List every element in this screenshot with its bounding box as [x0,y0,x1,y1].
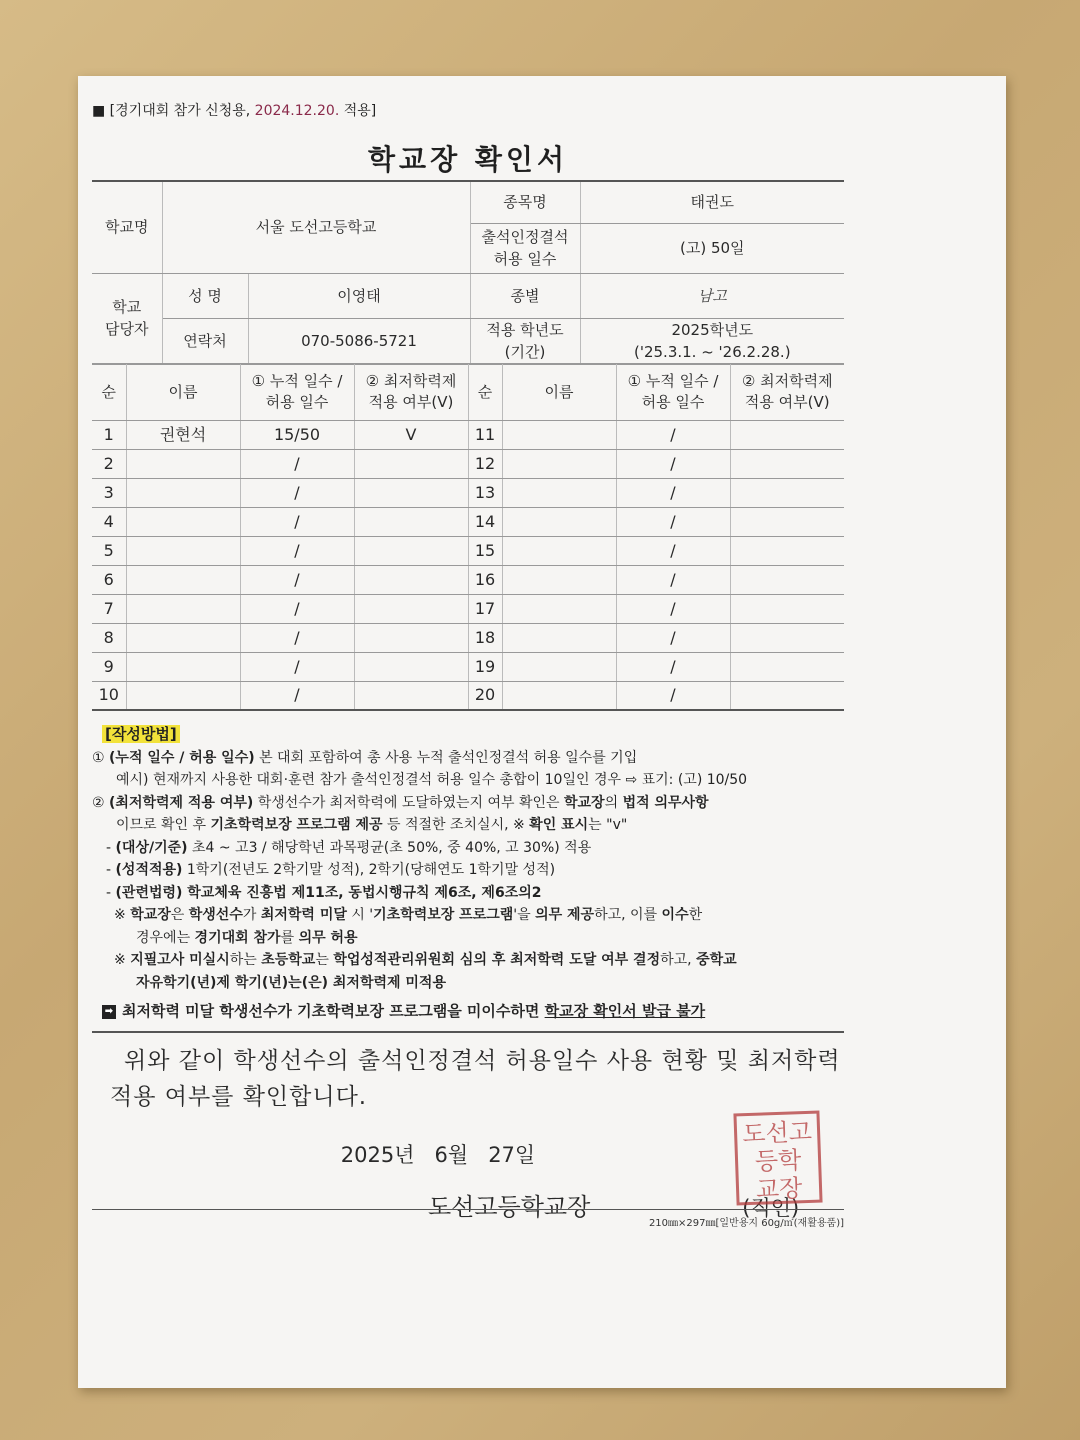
row-name [126,681,240,710]
instr-line-3: ② (최저학력제 적용 여부) 학생선수가 최저학력에 도달하였는지 여부 확인은 학교장의 법적 의무사항 [92,794,709,811]
row-check [354,594,468,623]
table-row [92,565,844,594]
row-name-right [502,536,616,565]
row-name-right [502,623,616,652]
row-check-right [730,449,844,478]
row-name-right [502,681,616,710]
table-row [92,420,844,449]
table-row [92,594,844,623]
table-row [92,681,844,710]
type-label: 종별 [470,273,580,318]
top-note: ■ [경기대회 참가 신청용, 2024.12.20. 적용] [92,103,377,119]
row-days: / [240,652,354,681]
footer-rule [92,1209,844,1210]
instr-line-7: - (관련법령) 학교체육 진흥법 제11조, 동법시행규칙 제6조, 제6조의2 [106,884,542,901]
row-name [126,449,240,478]
row-no: 6 [92,565,126,594]
seal-label: (직인) [742,1195,800,1220]
divider [92,1031,844,1033]
row-check-right [730,623,844,652]
event-label: 종목명 [470,181,580,223]
row-no-right: 13 [468,478,502,507]
row-name-right [502,449,616,478]
row-check [354,681,468,710]
row-days: / [240,623,354,652]
header-name: 이름 [126,364,240,420]
document-content [92,100,844,1222]
row-check [354,565,468,594]
row-days-right: / [616,652,730,681]
table-row [92,536,844,565]
row-no-right: 16 [468,565,502,594]
row-days: / [240,681,354,710]
row-name [126,652,240,681]
header-name-right: 이름 [502,364,616,420]
row-no-right: 11 [468,420,502,449]
row-no-right: 19 [468,652,502,681]
row-check [354,536,468,565]
row-days: 15/50 [240,420,354,449]
header-check-right: ② 최저학력제 적용 여부(V) [730,364,844,420]
year-value: 2025학년도 ('25.3.1. ~ '26.2.28.) [580,318,844,363]
row-no-right: 17 [468,594,502,623]
instr-line-5: - (대상/기준) 초4 ~ 고3 / 해당학년 과목평균(초 50%, 중 40%, 고 30%) 적용 [106,839,592,856]
row-check [354,623,468,652]
row-name [126,478,240,507]
footer-spec: 210㎜×297㎜[일반용지 60g/㎡(재활용품)] [648,1218,844,1229]
header-no: 순 [92,364,126,420]
row-check: V [354,420,468,449]
row-name-right [502,507,616,536]
header-days-right: ① 누적 일수 / 허용 일수 [616,364,730,420]
row-days-right: / [616,681,730,710]
row-days-right: / [616,623,730,652]
row-check-right [730,594,844,623]
table-row [92,449,844,478]
row-check-right [730,652,844,681]
row-name [126,623,240,652]
year-label: 적용 학년도 (기간) [470,318,580,363]
row-no: 4 [92,507,126,536]
row-no-right: 18 [468,623,502,652]
row-days: / [240,507,354,536]
row-no: 8 [92,623,126,652]
instructions [92,723,844,1023]
row-name [126,594,240,623]
instr-line-10: ※ 지필고사 미실시하는 초등학교는 학업성적관리위원회 심의 후 최저학력 도달 여부 결정하고, 중학교 [114,952,737,968]
row-no: 10 [92,681,126,710]
row-no-right: 12 [468,449,502,478]
arrow-right-icon: ➡ [102,1005,116,1019]
row-days: / [240,449,354,478]
header-check: ② 최저학력제 적용 여부(V) [354,364,468,420]
allowed-days-label: 출석인정결석 허용 일수 [470,223,580,273]
issue-date: 2025년 6월 27일 [340,1142,536,1167]
row-no: 2 [92,449,126,478]
instr-line-8: ※ 학교장은 학생선수가 최저학력 미달 시 '기초학력보장 프로그램'을 의무 제공하고, 이를 이수한 [114,907,703,923]
row-days-right: / [616,536,730,565]
confirm-statement: 위와 같이 학생선수의 출석인정결석 허용일수 사용 현황 및 최저학력 적용 여부를 확인합니다. [110,1047,841,1110]
row-days-right: / [616,594,730,623]
row-no-right: 14 [468,507,502,536]
row-name-right [502,652,616,681]
student-list-table [92,364,844,712]
row-check [354,507,468,536]
phone-value: 070-5086-5721 [248,318,470,363]
info-table [92,180,844,364]
row-no: 5 [92,536,126,565]
row-name [126,565,240,594]
row-no-right: 20 [468,681,502,710]
instr-line-1: ① (누적 일수 / 허용 일수) 본 대회 포함하여 총 사용 누적 출석인정결석 허용 일수를 기입 [92,749,638,766]
row-days: / [240,536,354,565]
document-title: 학교장 확인서 [367,143,569,176]
row-days-right: / [616,449,730,478]
table-row [92,652,844,681]
row-name-right [502,594,616,623]
row-days-right: / [616,507,730,536]
row-no: 1 [92,420,126,449]
instr-line-11: 자유학기(년)제 학기(년)는(은) 최저학력제 미적용 [136,974,446,991]
allowed-days-value: (고) 50일 [580,223,844,273]
row-days-right: / [616,420,730,449]
instr-line-2: 예시) 현재까지 사용한 대회·훈련 참가 출석인정결석 허용 일수 총합이 10일인 경우 ⇨ 표기: (고) 10/50 [116,772,748,788]
school-label: 학교명 [92,181,162,273]
row-check-right [730,536,844,565]
row-days-right: / [616,478,730,507]
contact-label: 학교 담당자 [92,273,162,363]
row-name [126,536,240,565]
table-row [92,507,844,536]
row-days: / [240,594,354,623]
instr-line-4: 이므로 확인 후 기초학력보장 프로그램 제공 등 적절한 조치실시, ※ 확인 표시는 "v" [116,817,628,833]
official-seal-stamp: 도선고 등학 교장 [733,1111,822,1206]
instructions-heading: [작성방법] [102,725,180,743]
instr-warning: ➡ 최저학력 미달 학생선수가 기초학력보장 프로그램을 미이수하면 학교장 확인서 발급 불가 [92,1000,844,1023]
row-name-right [502,565,616,594]
header-no-right: 순 [468,364,502,420]
event-value: 태권도 [580,181,844,223]
name-value: 이영태 [248,273,470,318]
instr-line-9: 경우에는 경기대회 참가를 의무 허용 [136,929,358,946]
row-no: 7 [92,594,126,623]
row-check-right [730,507,844,536]
row-days: / [240,478,354,507]
row-name-right [502,420,616,449]
type-value: 남고 [580,273,844,318]
row-check [354,652,468,681]
instr-line-6: - (성적적용) 1학기(전년도 2학기말 성적), 2학기(당해연도 1학기말 성적) [106,862,556,878]
row-no: 3 [92,478,126,507]
row-no: 9 [92,652,126,681]
name-label: 성 명 [162,273,248,318]
header-days: ① 누적 일수 / 허용 일수 [240,364,354,420]
school-value: 서울 도선고등학교 [162,181,470,273]
row-days-right: / [616,565,730,594]
row-check [354,478,468,507]
principal-name: 도선고등학교장 [428,1192,591,1221]
table-row [92,623,844,652]
row-check-right [730,478,844,507]
list-header-row [92,364,844,420]
row-no-right: 15 [468,536,502,565]
row-name: 권현석 [126,420,240,449]
row-check [354,449,468,478]
row-name-right [502,478,616,507]
row-check-right [730,420,844,449]
table-row [92,478,844,507]
row-name [126,507,240,536]
top-note-date: 2024.12.20. [254,103,340,119]
row-check-right [730,565,844,594]
row-check-right [730,681,844,710]
phone-label: 연락처 [162,318,248,363]
row-days: / [240,565,354,594]
